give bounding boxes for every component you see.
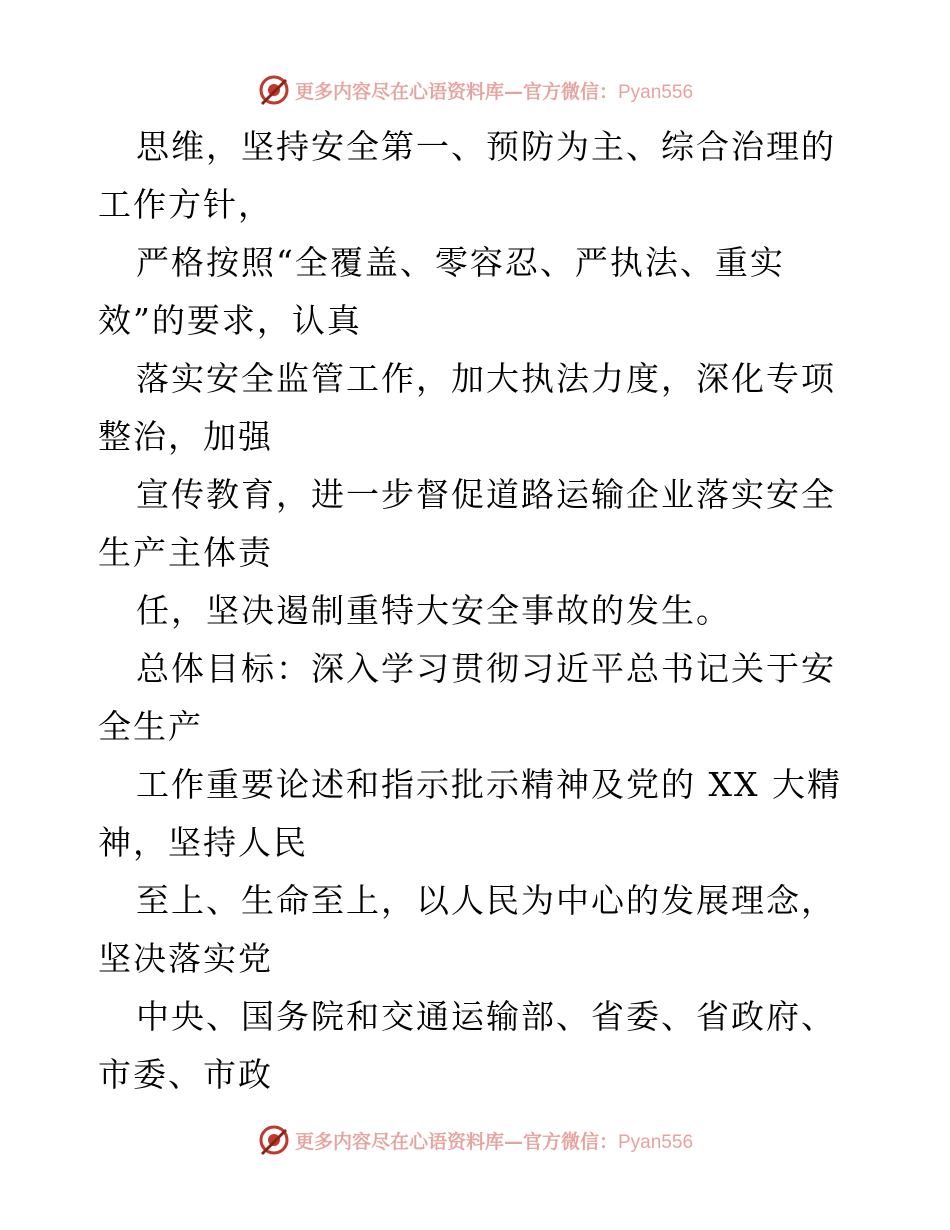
paragraph-6: 总体目标：深入学习贯彻习近平总书记关于安全生产 [98, 649, 836, 746]
paragraph-9: 中央、国务院和交通运输部、省委、省政府、市委、市政 [98, 997, 836, 1094]
paragraph-7: 工作重要论述和指示批示精神及党的 XX 大精神，坚持人民 [98, 765, 842, 862]
paragraph-2: 严格按照“全覆盖、零容忍、严执法、重实效”的要求，认真 [98, 243, 785, 340]
paragraph-3: 落实安全监管工作，加大执法力度，深化专项整治，加强 [98, 359, 836, 456]
pen-seal-logo-icon [257, 1123, 291, 1157]
footer-wechat-id: Pyan556 [618, 1131, 694, 1153]
paragraph-8: 至上、生命至上，以人民为中心的发展理念，坚决落实党 [98, 881, 836, 978]
header-wechat-id: Pyan556 [618, 81, 694, 103]
footer-banner [0, 1120, 950, 1160]
header-banner [0, 70, 950, 110]
header-banner-text: 更多内容尽在心语资料库—官方微信：Pyan556 [294, 80, 694, 103]
paragraph-1: 思维，坚持安全第一、预防为主、综合治理的工作方针， [98, 127, 836, 224]
paragraph-5: 任，坚决遏制重特大安全事故的发生。 [136, 591, 731, 630]
pen-seal-logo-icon [257, 73, 291, 107]
footer-banner-text: 更多内容尽在心语资料库—官方微信：Pyan556 [294, 1130, 694, 1153]
document-body [98, 118, 858, 1104]
paragraph-4: 宣传教育，进一步督促道路运输企业落实安全生产主体责 [98, 475, 836, 572]
